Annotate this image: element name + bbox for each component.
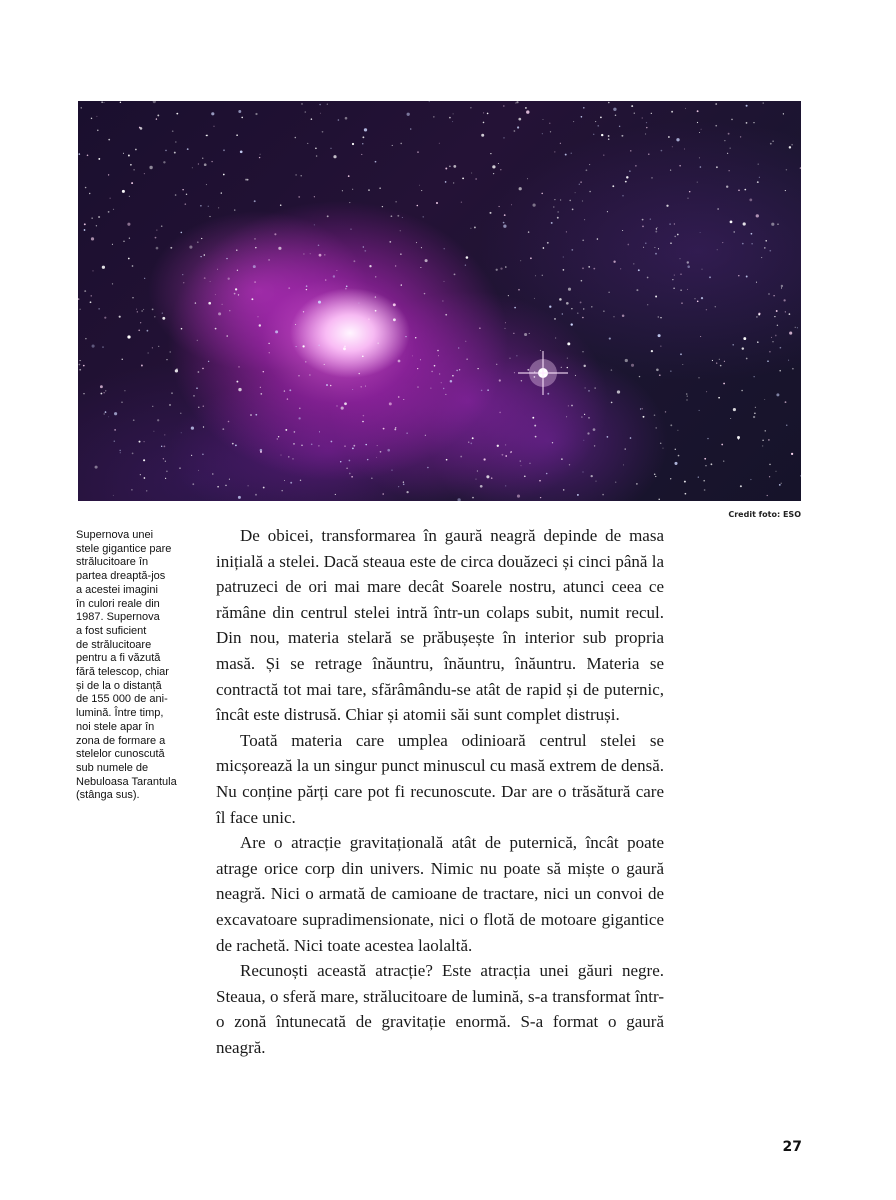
- paragraph: Toată materia care umplea odinioară centrul stelei se micșorează la un singur punct minuscul cu masă extrem de densă. Nu conține părți care pot fi recunoscute. Dar are o trăsătură care îl face unic.: [216, 730, 664, 827]
- caption-line: Nebuloasa Tarantula: [76, 775, 177, 788]
- caption-line: (stânga sus).: [76, 789, 140, 802]
- body-text: [216, 523, 664, 1060]
- nebula-photo: [78, 101, 801, 501]
- caption-line: a fost suficient: [76, 624, 147, 637]
- paragraph: Recunoști această atracție? Este atracția unei găuri negre. Steaua, o sferă mare, strălucitoare de lumină, s-a transformat într-o zonă întunecată de gravitație enormă. S-a format o gaură neagră.: [216, 961, 664, 1057]
- photo-credit: Credit foto: ESO: [728, 510, 801, 519]
- caption-line: pentru a fi văzută: [76, 652, 161, 665]
- caption-line: strălucitoare în: [76, 556, 149, 569]
- caption-line: sub numele de: [76, 761, 149, 774]
- caption-line: stelelor cunoscută: [76, 748, 165, 761]
- starfield: [78, 101, 801, 501]
- page-number: 27: [782, 1139, 802, 1155]
- caption-line: stele gigantice pare: [76, 542, 172, 555]
- caption-line: 1987. Supernova: [76, 611, 160, 624]
- paragraph: Are o atracție gravitațională atât de puternică, încât poate atrage orice corp din univers. Nimic nu poate să miște o gaură neagră. Nici o armată de camioane de tractare, nici un convoi de excavatoare supradimensionate, nici o flotă de motoare gigantice de rachetă. Nici toate acestea laolaltă.: [216, 833, 664, 955]
- supernova-star: [518, 351, 568, 395]
- caption-line: fără telescop, chiar: [76, 666, 169, 679]
- caption-line: lumină. Între timp,: [76, 707, 164, 720]
- caption-line: de strălucitoare: [76, 638, 152, 651]
- caption-line: și de la o distanță: [76, 679, 162, 692]
- image-caption: [76, 529, 206, 803]
- caption-line: a acestei imagini: [76, 583, 158, 596]
- paragraph: De obicei, transformarea în gaură neagră depinde de masa inițială a stelei. Dacă steaua este de circa douăzeci și cinci până la patruzeci de ori mai mare decât Soarele nostru, atunci ceea ce rămâne din centrul stelei intră într-un colaps subit, numit recul. Din nou, materia stelară se prăbușește în interior sub propria masă. Și se retrage înăuntru, înăuntru, înăuntru. Materia se contractă tot mai tare, sfărâmându-se atât de rapid și de puternic, încât este distrusă. Chiar și atomii săi sunt complet distruși.: [216, 526, 664, 725]
- caption-line: partea dreaptă-jos: [76, 570, 166, 583]
- caption-line: în culori reale din: [76, 597, 160, 610]
- caption-line: zona de formare a: [76, 734, 166, 747]
- caption-line: noi stele apar în: [76, 720, 155, 733]
- caption-line: Supernova unei: [76, 529, 154, 541]
- caption-line: de 155 000 de ani-: [76, 693, 168, 706]
